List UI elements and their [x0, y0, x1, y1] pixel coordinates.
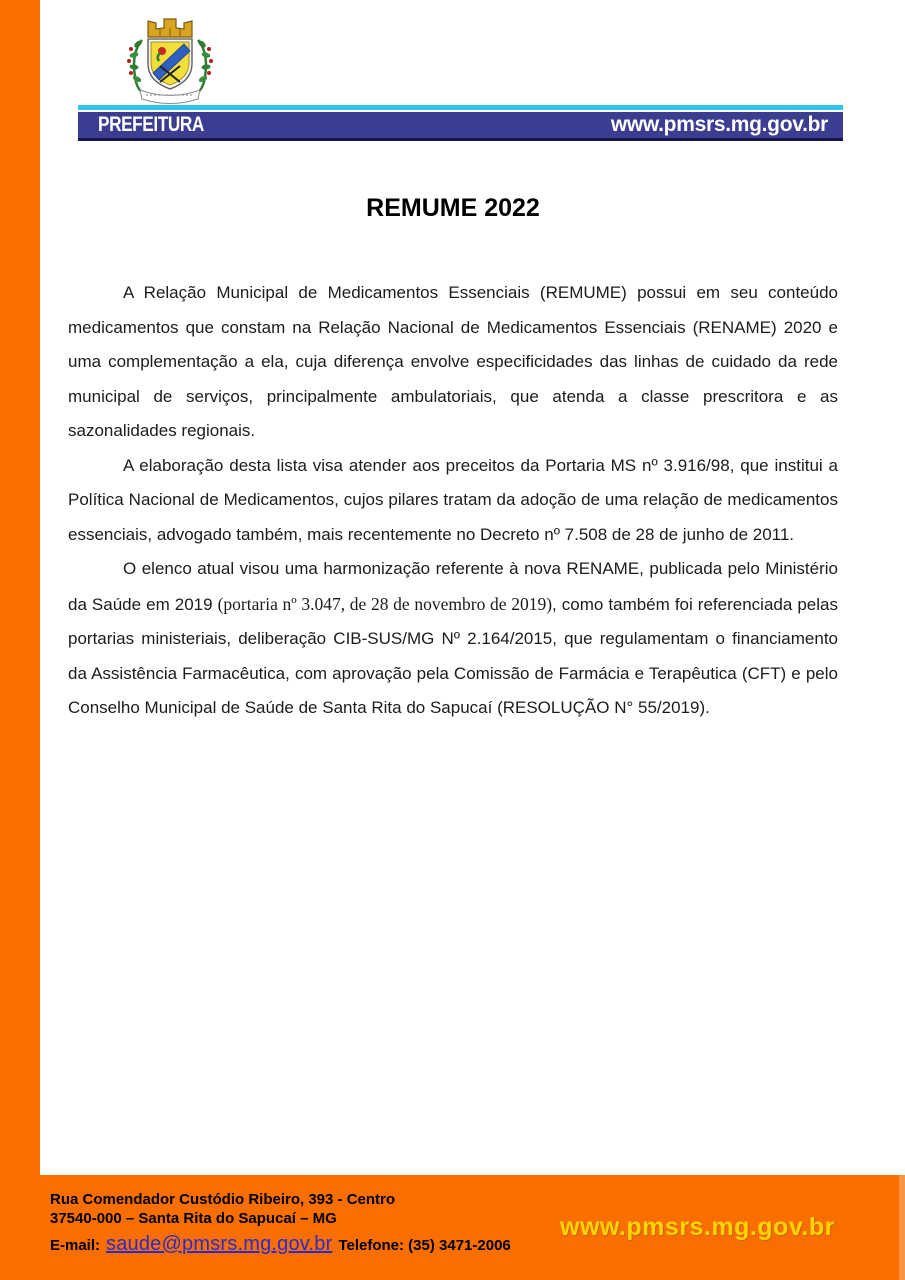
paragraph-1: A Relação Municipal de Medicamentos Essenciais (REMUME) possui em seu conteúdo medicamentos que constam na Relação Nacional de Medicamentos Essenciais (RENAME) 2020 e uma complementação a ela, cuja diferença envolve especificidades das linhas de cuidado da rede municipal de serviços, principalmente ambulatoriais, que atenda a classe prescritora e as sazonalidades regionais. [68, 283, 838, 440]
paragraph-3-part2: , como também foi referenciada pelas portarias ministeriais, deliberação CIB-SUS/MG Nº 2.164/2015, que regulamentam o financiamento da Assistência Farmacêutica, com aprovação pela Comissão de Farmácia e Terapêutica (CFT) e pelo Conselho Municipal de Saúde de Santa Rita do Sapucaí (RESOLUÇÃO N° 55/2019). [68, 594, 838, 717]
footer-address-block [50, 1190, 511, 1255]
header-bar [78, 112, 843, 141]
footer [0, 1175, 905, 1280]
footer-address-line1: Rua Comendador Custódio Ribeiro, 393 - Centro [50, 1191, 396, 1208]
header-cyan-stripe [78, 105, 843, 110]
scroll-ribbon [140, 90, 200, 104]
footer-contact-line [50, 1235, 511, 1255]
left-orange-border [0, 0, 40, 1280]
paragraph-3-serif-citation: (portaria nº 3.047, de 28 de novembro de 2019) [217, 593, 553, 614]
document-body-text [68, 276, 838, 726]
footer-phone: Telefone: (35) 3471-2006 [338, 1237, 511, 1254]
paragraph-3 [68, 552, 838, 726]
header-website-text: www.pmsrs.mg.gov.br [610, 113, 828, 136]
footer-address-line2: 37540-000 – Santa Rita do Sapucaí – MG [50, 1210, 337, 1227]
paragraph-3-part1: O elenco atual visou uma harmonização referente à nova RENAME, publicada pelo Ministério da Saúde em 2019 [68, 559, 838, 614]
laurel-branch-right [196, 39, 213, 94]
laurel-branch-left [127, 39, 144, 94]
footer-email-link[interactable]: saude@pmsrs.mg.gov.br [106, 1233, 333, 1255]
footer-email-label: E-mail: [50, 1237, 101, 1254]
footer-right-edge-highlight [899, 1175, 905, 1280]
paragraph-2: A elaboração desta lista visa atender aos preceitos da Portaria MS nº 3.916/98, que institui a Política Nacional de Medicamentos, cujos pilares tratam da adoção de uma relação de medicamentos essenciais, advogado também, mais recentemente no Decreto nº 7.508 de 28 de junho de 2011. [68, 455, 838, 544]
header-prefeitura-label: PREFEITURA [98, 113, 204, 136]
page-title: REMUME 2022 [366, 194, 540, 222]
footer-website-text: www.pmsrs.mg.gov.br [560, 1213, 835, 1241]
coat-of-arms-logo [108, 10, 232, 108]
